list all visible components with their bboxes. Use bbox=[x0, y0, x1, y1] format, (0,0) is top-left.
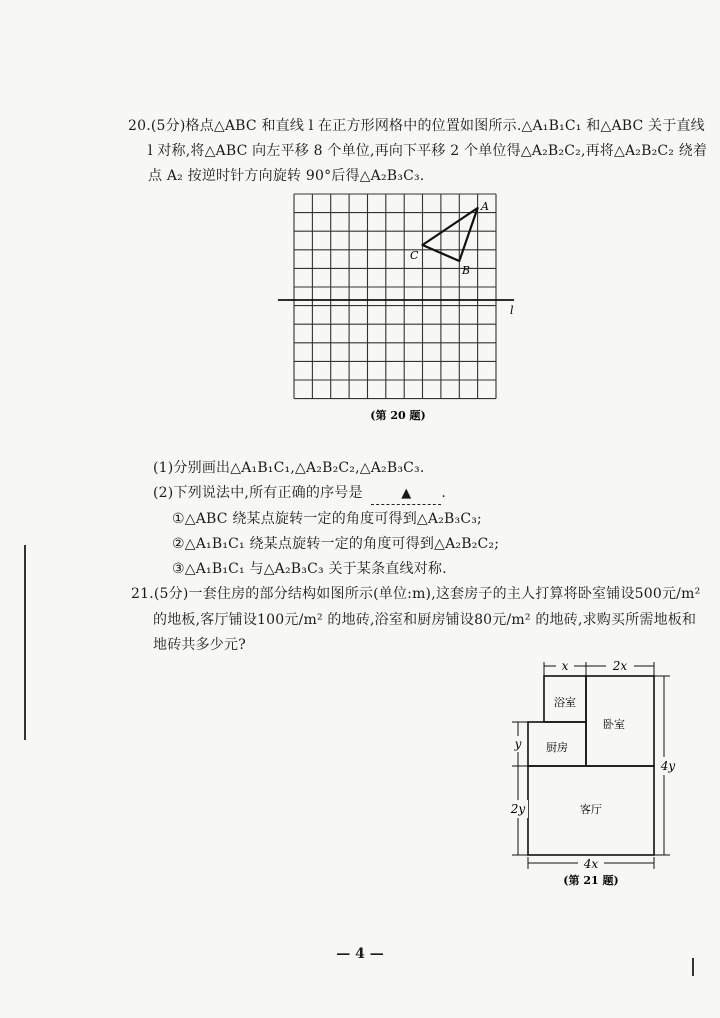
q21-line2: 的地板,客厅铺设100元/m² 的地砖,浴室和厨房铺设80元/m² 的地砖,求购买所需地板和 bbox=[153, 612, 697, 628]
q21-line3: 地砖共多少元? bbox=[153, 637, 246, 653]
dim-y: y bbox=[514, 737, 522, 751]
q20-option1: ①△ABC 绕某点旋转一定的角度可得到△A₂B₃C₃; bbox=[172, 511, 482, 527]
q20-grid-figure bbox=[270, 188, 530, 428]
scan-edge-mark bbox=[692, 958, 694, 976]
page-number: — 4 — bbox=[336, 946, 384, 962]
blank-marker: ▲ bbox=[401, 486, 412, 501]
label-c: C bbox=[410, 249, 419, 262]
scan-edge-mark bbox=[24, 545, 26, 740]
answer-blank bbox=[371, 484, 441, 505]
room-bed: 卧室 bbox=[603, 718, 625, 731]
q20-option3: ③△A₁B₁C₁ 与△A₂B₃C₃ 关于某条直线对称. bbox=[172, 561, 447, 577]
dim-2x: 2x bbox=[612, 660, 628, 673]
label-b: B bbox=[462, 264, 471, 277]
grid-lines bbox=[294, 194, 496, 399]
q20-part2-text: (2)下列说法中,所有正确的序号是 bbox=[153, 485, 363, 501]
dim-x: x bbox=[561, 660, 569, 673]
fig20-caption: (第 20 题) bbox=[370, 409, 426, 422]
dim-4y: 4y bbox=[660, 759, 676, 773]
room-living: 客厅 bbox=[580, 803, 602, 816]
q21-line1: 21.(5分)一套住房的部分结构如图所示(单位:m),这套房子的主人打算将卧室铺设500元/m² bbox=[131, 586, 701, 602]
dim-2y: 2y bbox=[510, 802, 526, 816]
q20-part2: (2)下列说法中,所有正确的序号是 ▲ . bbox=[153, 483, 446, 505]
label-l: l bbox=[510, 304, 514, 317]
q20-line1: 20.(5分)格点△ABC 和直线 l 在正方形网格中的位置如图所示.△A₁B₁C₁ 和△ABC 关于直线 bbox=[128, 118, 705, 134]
dim-4x: 4x bbox=[583, 857, 599, 871]
triangle-abc bbox=[423, 208, 478, 261]
q21-floorplan-figure bbox=[500, 660, 690, 890]
label-a: A bbox=[481, 200, 489, 213]
q20-option2: ②△A₁B₁C₁ 绕某点旋转一定的角度可得到△A₂B₂C₂; bbox=[172, 536, 500, 552]
room-kitchen: 厨房 bbox=[546, 741, 568, 754]
q20-line2: l 对称,将△ABC 向左平移 8 个单位,再向下平移 2 个单位得△A₂B₂C₂,再将△A₂B₂C₂ 绕着 bbox=[148, 143, 708, 159]
room-bath: 浴室 bbox=[554, 696, 576, 709]
fig21-caption: (第 21 题) bbox=[563, 874, 619, 887]
q20-part1: (1)分别画出△A₁B₁C₁,△A₂B₂C₂,△A₂B₃C₃. bbox=[153, 460, 425, 476]
q20-line3: 点 A₂ 按逆时针方向旋转 90°后得△A₂B₃C₃. bbox=[148, 168, 425, 184]
